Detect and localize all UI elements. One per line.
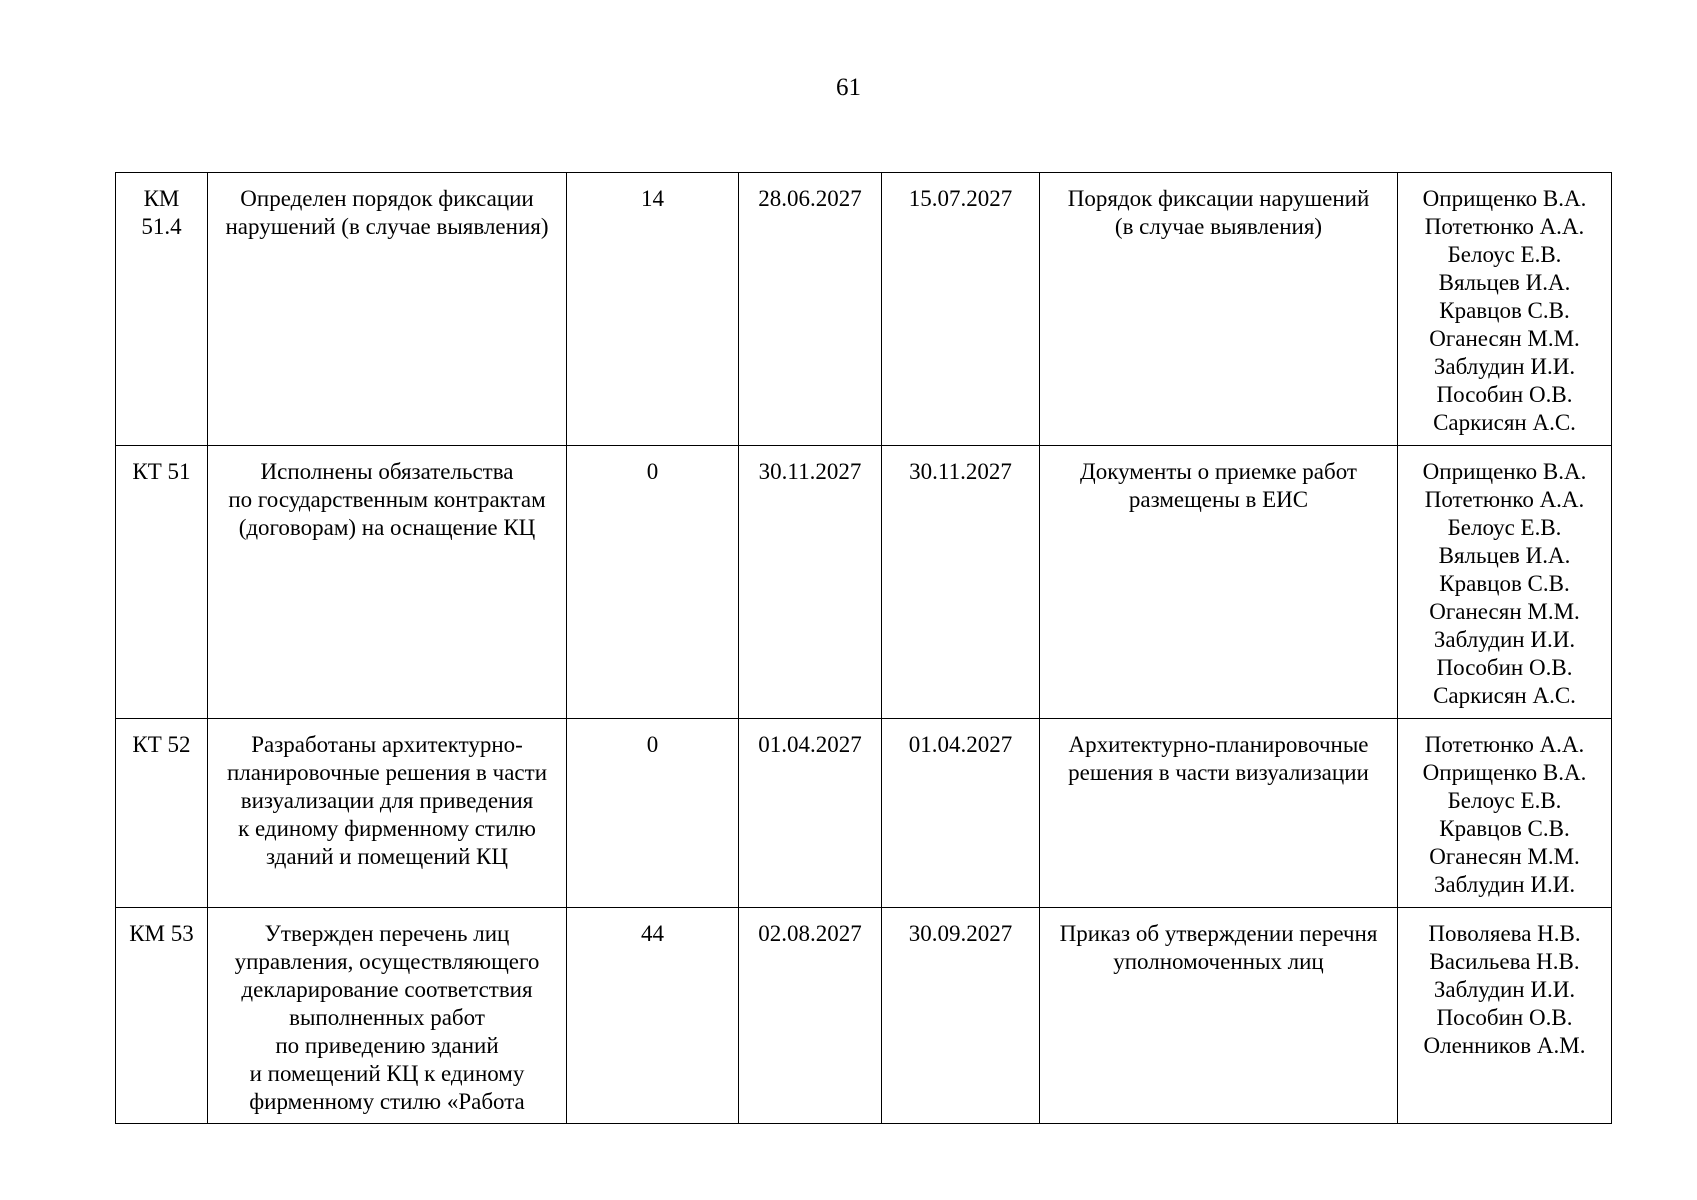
description-line: управления, осуществляющего [234,949,540,974]
responsible-line: Пособин О.В. [1436,382,1573,407]
end-date-cell [882,908,1040,1124]
description-line: планировочные решения в части [226,760,548,785]
duration-cell [567,173,739,446]
description-line: по государственным контрактам [228,487,546,512]
responsible-line: Вяльцев И.А. [1438,543,1571,568]
duration-cell [567,908,739,1124]
result-line: размещены в ЕИС [1128,487,1309,512]
responsible-line: Заблудин И.И. [1433,977,1576,1002]
result-line: уполномоченных лиц [1113,949,1324,974]
responsible-line: Заблудин И.И. [1433,354,1576,379]
start-date-cell [739,173,882,446]
responsible-line: Оприщенко В.А. [1422,760,1587,785]
description-line: выполненных работ [289,1005,485,1030]
responsible-line: Кравцов С.В. [1439,571,1570,596]
duration-value: 44 [641,921,664,946]
description-line: Утвержден перечень лиц [264,921,510,946]
code-line: КМ [143,186,180,211]
description-line: и помещений КЦ к единому [249,1061,525,1086]
end-date-cell [882,719,1040,908]
responsible-line: Заблудин И.И. [1433,872,1576,897]
responsible-cell [1398,908,1612,1124]
start-date-cell [739,908,882,1124]
duration-value: 0 [646,732,659,757]
responsible-line: Пособин О.В. [1436,1005,1573,1030]
description-line: по приведению зданий [275,1033,499,1058]
description-line: нарушений (в случае выявления) [225,214,549,239]
responsible-line: Оганесян М.М. [1429,326,1580,351]
description-cell [208,446,567,719]
responsible-line: Пособин О.В. [1436,655,1573,680]
table-row [116,173,1612,446]
description-line: визуализации для приведения [240,788,534,813]
end-date-value: 15.07.2027 [908,186,1013,211]
start-date-value: 30.11.2027 [758,459,862,484]
result-line: Архитектурно-планировочные [1068,732,1369,757]
code-line: КТ 51 [132,459,191,484]
result-line: решения в части визуализации [1068,760,1369,785]
code-cell [116,173,208,446]
description-cell [208,173,567,446]
end-date-cell [882,173,1040,446]
result-line: Порядок фиксации нарушений [1067,186,1370,211]
responsible-line: Оленников А.М. [1423,1033,1586,1058]
description-line: Исполнены обязательства [260,459,514,484]
responsible-line: Белоус Е.В. [1447,515,1562,540]
responsible-line: Заблудин И.И. [1433,627,1576,652]
responsible-line: Саркисян А.С. [1433,683,1576,708]
page-number: 61 [836,74,861,101]
responsible-line: Оганесян М.М. [1429,599,1580,624]
control-points-table [115,172,1612,1124]
code-line: КМ 53 [129,921,194,946]
description-line: (договорам) на оснащение КЦ [238,515,536,540]
code-cell [116,446,208,719]
table-row [116,719,1612,908]
result-line: (в случае выявления) [1114,214,1323,239]
table-row [116,908,1612,1124]
start-date-cell [739,446,882,719]
code-cell [116,719,208,908]
start-date-cell [739,719,882,908]
responsible-line: Белоус Е.В. [1447,242,1562,267]
start-date-value: 02.08.2027 [758,921,862,946]
description-line: фирменному стилю «Работа [249,1089,525,1114]
responsible-line: Поволяева Н.В. [1428,921,1581,946]
responsible-line: Саркисян А.С. [1433,410,1576,435]
duration-value: 0 [646,459,659,484]
responsible-line: Васильева Н.В. [1429,949,1580,974]
responsible-line: Кравцов С.В. [1439,298,1570,323]
table-row [116,446,1612,719]
description-cell [208,719,567,908]
table-body [116,173,1612,1124]
start-date-value: 01.04.2027 [758,732,862,757]
duration-cell [567,446,739,719]
duration-value: 14 [641,186,664,211]
description-line: декларирование соответствия [241,977,533,1002]
end-date-cell [882,446,1040,719]
code-cell [116,908,208,1124]
end-date-value: 30.11.2027 [909,459,1012,484]
result-cell [1040,908,1398,1124]
responsible-line: Белоус Е.В. [1447,788,1562,813]
duration-cell [567,719,739,908]
responsible-line: Кравцов С.В. [1439,816,1570,841]
description-line: Разработаны архитектурно- [251,732,523,757]
code-line: 51.4 [141,214,182,239]
result-cell [1040,719,1398,908]
result-line: Документы о приемке работ [1080,459,1357,484]
code-line: КТ 52 [132,732,191,757]
responsible-line: Потетюнко А.А. [1424,487,1585,512]
responsible-line: Потетюнко А.А. [1424,214,1585,239]
responsible-line: Потетюнко А.А. [1424,732,1585,757]
description-line: к единому фирменному стилю [238,816,536,841]
result-line: Приказ об утверждении перечня [1059,921,1378,946]
responsible-cell [1398,719,1612,908]
responsible-line: Вяльцев И.А. [1438,270,1571,295]
responsible-line: Оприщенко В.А. [1422,459,1587,484]
description-cell [208,908,567,1124]
start-date-value: 28.06.2027 [758,186,862,211]
description-line: Определен порядок фиксации [240,186,534,211]
end-date-value: 30.09.2027 [908,921,1013,946]
end-date-value: 01.04.2027 [908,732,1013,757]
result-cell [1040,446,1398,719]
responsible-line: Оганесян М.М. [1429,844,1580,869]
responsible-line: Оприщенко В.А. [1422,186,1587,211]
responsible-cell [1398,446,1612,719]
description-line: зданий и помещений КЦ [266,844,508,869]
result-cell [1040,173,1398,446]
responsible-cell [1398,173,1612,446]
